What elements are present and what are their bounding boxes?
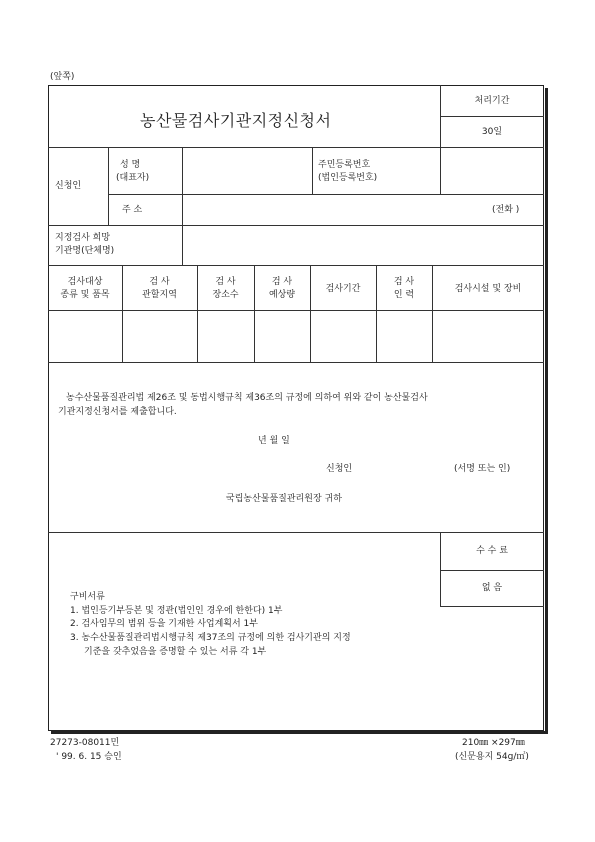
address-label: 주 소 <box>122 205 143 215</box>
cell-period[interactable] <box>312 312 374 360</box>
table-col-line-4 <box>310 265 311 362</box>
cell-places[interactable] <box>199 312 252 360</box>
th-places-1: 검 사 <box>215 277 236 287</box>
th-area-1: 검 사 <box>149 277 170 287</box>
statement-line-1: 농수산물품질관리법 제26조 및 동법시행규칙 제36조의 규정에 의하여 위와 같이 농산물검사 <box>66 393 428 403</box>
footer-paper-type: (신문용지 54g/㎡) <box>455 752 529 762</box>
applicant-label-col-line <box>182 147 183 225</box>
side-label: (앞쪽) <box>50 72 75 82</box>
footer-paper-size: 210㎜ ×297㎜ <box>462 738 525 748</box>
row-line-3 <box>48 225 544 226</box>
statement-line-2: 기관지정신청서를 제출합니다. <box>58 407 177 417</box>
name-label: 성 명 <box>120 160 141 170</box>
recipient: 국립농산물품질관리원장 귀하 <box>226 494 342 504</box>
cell-volume[interactable] <box>256 312 308 360</box>
cell-equipment[interactable] <box>434 312 542 360</box>
name-field[interactable] <box>184 150 310 192</box>
processing-label: 처리기간 <box>474 96 510 106</box>
form-title: 농산물검사기관지정신청서 <box>140 111 332 130</box>
th-staff-2: 인 력 <box>393 290 415 300</box>
fee-divider <box>440 570 544 571</box>
id-number-label: 주민등록번호 <box>318 160 371 170</box>
processing-divider <box>440 116 544 117</box>
document-item-2: 2. 검사임무의 범위 등을 기재한 사업계획서 1부 <box>70 619 258 629</box>
agency-label-2: 기관명(단체명) <box>55 246 115 256</box>
row-line-6 <box>48 362 544 363</box>
agency-name-field[interactable] <box>184 228 542 263</box>
fee-value: 없 음 <box>481 583 503 593</box>
fee-bottom-line <box>440 606 544 607</box>
phone-label: (전화 ) <box>492 205 520 215</box>
th-volume-2: 예상량 <box>268 290 296 300</box>
document-item-3b: 기준을 갖추었음을 증명할 수 있는 서류 각 1부 <box>84 647 267 657</box>
row-line-7 <box>48 532 544 533</box>
id-label-left-line <box>312 147 313 194</box>
representative-label: (대표자) <box>116 173 150 183</box>
cell-staff[interactable] <box>378 312 430 360</box>
corp-number-label: (법인등록번호) <box>318 173 378 183</box>
processing-value: 30일 <box>481 127 503 137</box>
applicant-group-label: 신청인 <box>55 181 82 191</box>
frame-shadow-bottom <box>51 731 548 734</box>
th-equipment: 검사시설 및 장비 <box>454 284 522 294</box>
footer-form-number: 27273-08011민 <box>50 738 120 748</box>
row-line-1 <box>48 147 544 148</box>
th-period: 검사기간 <box>325 284 361 294</box>
th-staff-1: 검 사 <box>393 277 415 287</box>
footer-approval: ' 99. 6. 15 승인 <box>56 752 122 762</box>
table-col-line-6 <box>432 265 433 362</box>
id-number-field[interactable] <box>442 150 542 192</box>
agency-col-line <box>182 225 183 265</box>
row-line-2 <box>108 194 544 195</box>
fee-label: 수 수 료 <box>476 546 508 556</box>
address-field[interactable] <box>184 197 484 223</box>
applicant-sign-field[interactable] <box>370 460 444 476</box>
applicant-sign-label: 신청인 <box>326 464 353 474</box>
document-item-1: 1. 법인등기부등본 및 정관(법인인 경우에 한한다) 1부 <box>70 606 283 616</box>
th-volume-1: 검 사 <box>271 277 293 287</box>
applicant-col-line <box>108 147 109 225</box>
date-line: 년 월 일 <box>258 436 290 446</box>
th-target-2: 종류 및 품목 <box>60 290 110 300</box>
th-target-1: 검사대상 <box>67 277 103 287</box>
fee-col-line <box>440 532 441 606</box>
agency-label-1: 지정검사 희망 <box>55 233 111 243</box>
frame-shadow-right <box>545 88 548 734</box>
sign-or-seal-label: (서명 또는 인) <box>454 464 511 474</box>
documents-title: 구비서류 <box>70 592 105 602</box>
document-item-3a: 3. 농수산물품질관리법시행규칙 제37조의 규정에 의한 검사기관의 지정 <box>70 633 351 643</box>
th-places-2: 장소수 <box>212 290 239 300</box>
cell-target[interactable] <box>50 312 120 360</box>
th-area-2: 관할지역 <box>142 290 177 300</box>
id-label-right-line <box>440 147 441 194</box>
cell-area[interactable] <box>124 312 195 360</box>
